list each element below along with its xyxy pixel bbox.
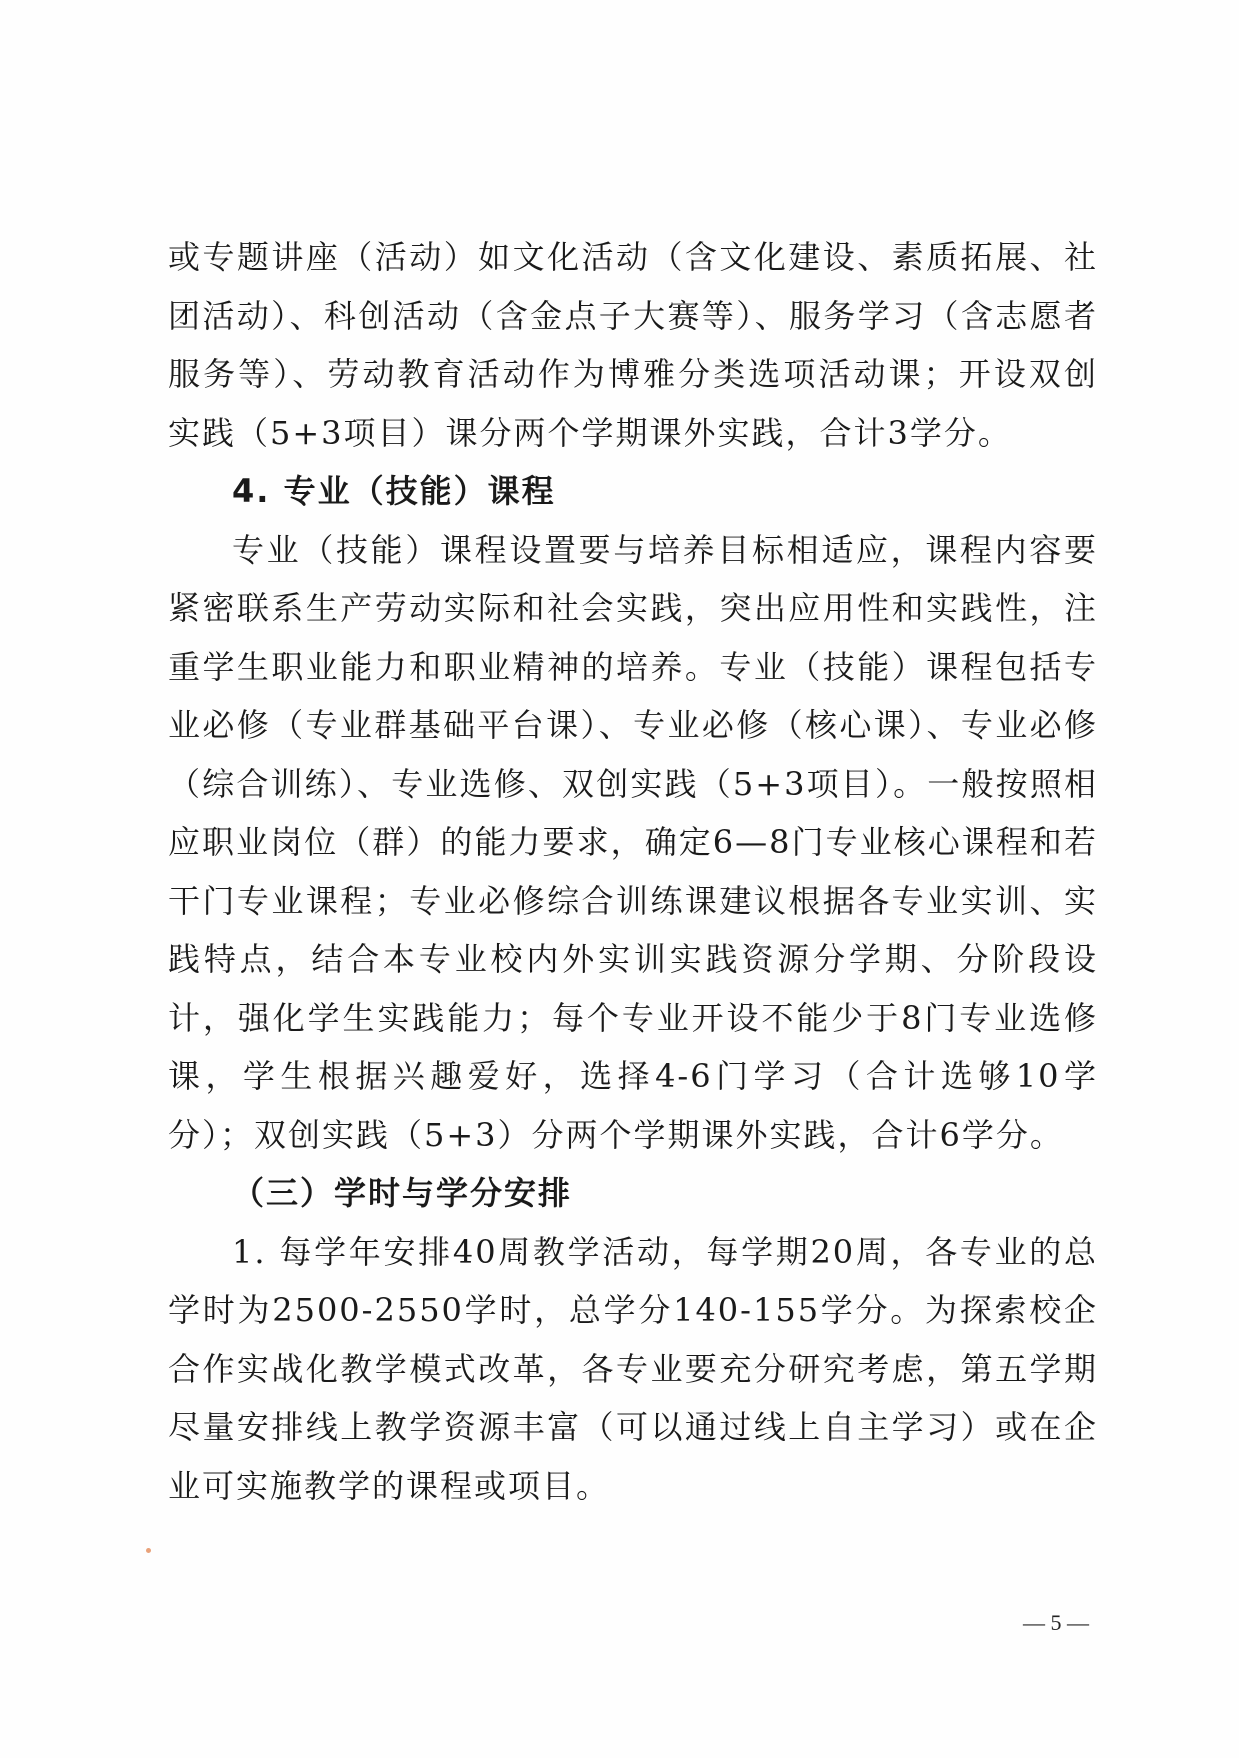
section-heading-professional-courses: 4. 专业（技能）课程 [232,472,556,510]
paragraph-hours-credits: 1. 每学年安排40周教学活动，每学期20周，各专业的总学时为2500-2550学时，总学分140-155学分。为探索校企合作实战化教学模式改革，各专业要充分研究考虑，第五学期尽量安排线上教学资源丰富（可以通过线上自主学习）或在企业可实施教学的课程或项目。 [168,1232,1098,1505]
paragraph-continued: 或专题讲座（活动）如文化活动（含文化建设、素质拓展、社团活动）、科创活动（含金点子大赛等）、服务学习（含志愿者服务等）、劳动教育活动作为博雅分类选项活动课；开设双创实践（5+3项目）课分两个学期课外实践，合计3学分。 [168,238,1098,452]
scan-speck [146,1548,151,1553]
document-body [168,228,1098,1515]
section-heading-hours-credits: （三）学时与学分安排 [232,1174,573,1212]
page-number: — 5 — [1023,1610,1089,1635]
paragraph-professional-courses: 专业（技能）课程设置要与培养目标相适应，课程内容要紧密联系生产劳动实际和社会实践，突出应用性和实践性，注重学生职业能力和职业精神的培养。专业（技能）课程包括专业必修（专业群基础平台课）、专业必修（核心课）、专业必修（综合训练）、专业选修、双创实践（5+3项目）。一般按照相应职业岗位（群）的能力要求，确定6—8门专业核心课程和若干门专业课程；专业必修综合训练课建议根据各专业实训、实践特点，结合本专业校内外实训实践资源分学期、分阶段设计，强化学生实践能力；每个专业开设不能少于8门专业选修课，学生根据兴趣爱好，选择4-6门学习（合计选够10学分）；双创实践（5+3）分两个学期课外实践，合计6学分。 [168,530,1098,1154]
